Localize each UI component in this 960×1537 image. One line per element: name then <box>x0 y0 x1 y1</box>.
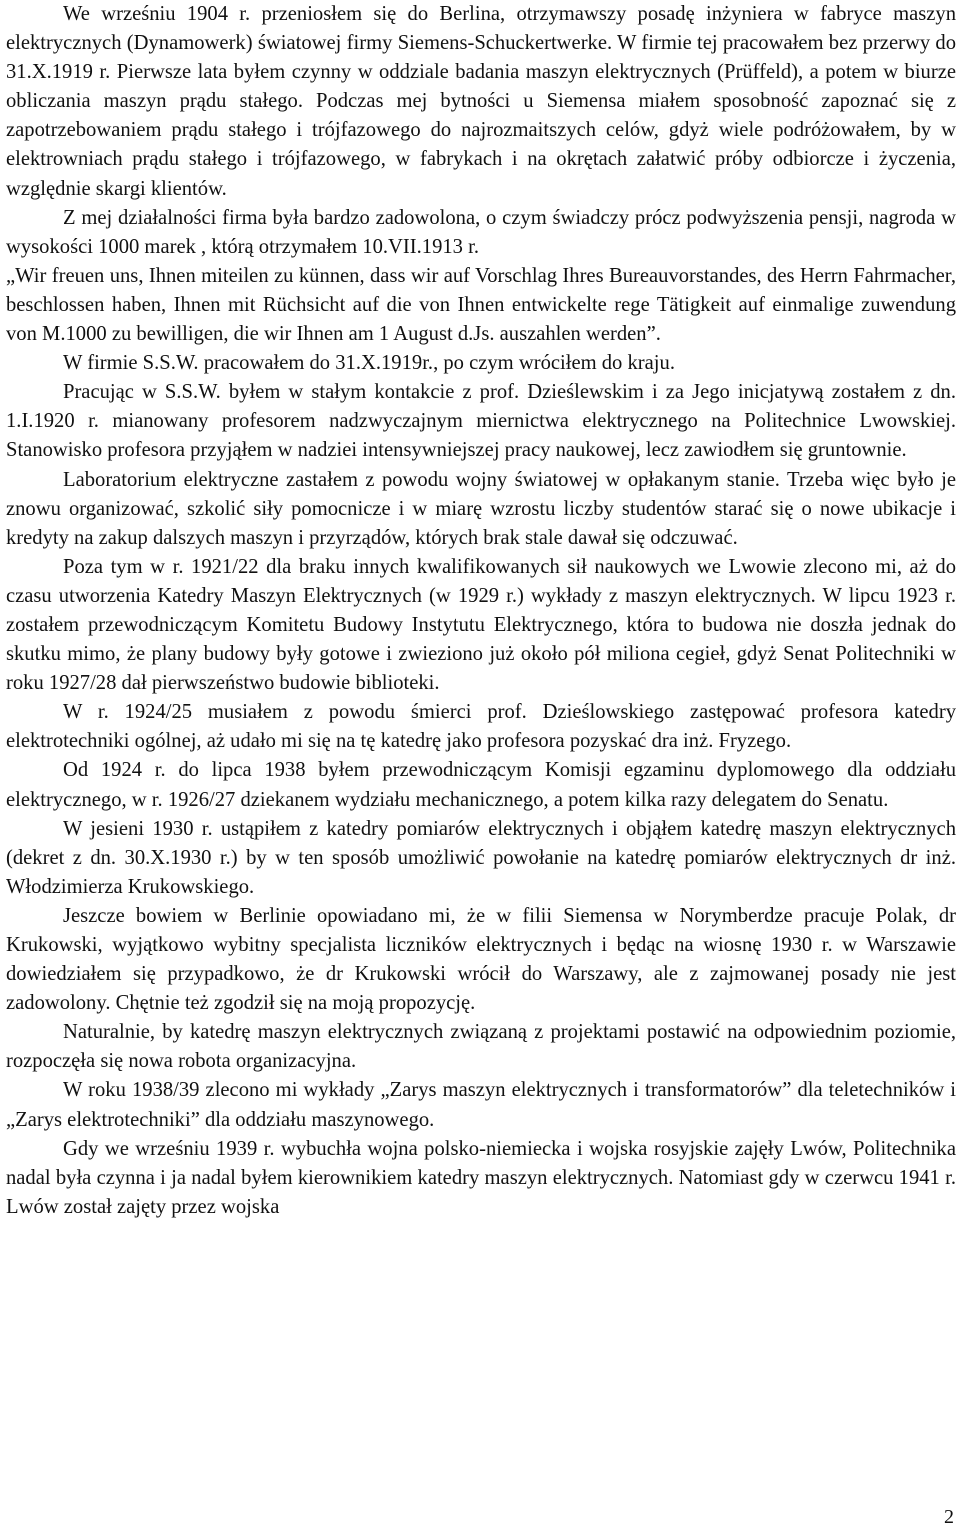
document-page <box>6 0 956 1222</box>
paragraph-lectures-institute: Poza tym w r. 1921/22 dla braku innych kwalifikowanych sił naukowych we Lwowie zlecono mi, aż do czasu utworzenia Katedry Maszyn Elektrycznych (w 1929 r.) wykłady z maszyn elektrycznych. W lipcu 1923 r. zostałem przewodniczącym Komitetu Budowy Instytutu Elektrycznego, która to budowa nie doszła jednak do skutku mimo, że plany budowy były gotowe i zwieziono już około pół miliona cegieł, gdyż Senat Politechniki w roku 1927/28 dał pierwszeństwo budowie biblioteki. <box>6 555 956 695</box>
paragraph-chair-change: W jesieni 1930 r. ustąpiłem z katedry pomiarów elektrycznych i objąłem katedrę maszyn elektrycznych (dekret z dn. 30.X.1930 r.) by w ten sposób umożliwić powołanie na katedrę pomiarów elektrycznych dr inż. Włodzimierza Krukowskiego. <box>6 817 956 898</box>
paragraph-general-electrotechnics: W r. 1924/25 musiałem z powodu śmierci prof. Dzieślowskiego zastępować profesora katedry elektrotechniki ogólnej, aż udało mi się na tę katedrę jako profesora pozyskać dra inż. Fryzego. <box>6 701 956 753</box>
paragraph-berlin-siemens: We wrześniu 1904 r. przeniosłem się do Berlina, otrzymawszy posadę inżyniera w fabryce maszyn elektrycznych (Dynamowerk) światowej firmy Siemens-Schuckertwerke. W firmie tej pracowałem bez przerwy do 31.X.1919 r. Pierwsze lata byłem czynny w oddziale badania maszyn elektrycznych (Prüffeld), a potem w biurze obliczania maszyn prądu stałego. Podczas mej bytności u Siemensa miałem sposobność zapoznać się z zapotrzebowaniem prądu stałego i trójfazowego do najrozmaitszych celów, gdyż wiele podróżowałem, by w elektrowniach prądu stałego i trójfazowego, w fabrykach i na okrętach załatwić próby odbiorcze i życzenia, względnie skargi klientów. <box>6 3 956 200</box>
paragraph-war-1939: Gdy we wrześniu 1939 r. wybuchła wojna polsko-niemiecka i wojska rosyjskie zajęły Lwów, Politechnika nadal była czynna i ja nadal byłem kierownikiem katedry maszyn elektrycznych. Natomiast gdy w czerwcu 1941 r. Lwów został zajęty przez wojska <box>6 1137 956 1218</box>
paragraph-german-quote: „Wir freuen uns, Ihnen miteilen zu künnen, dass wir auf Vorschlag Ihres Bureauvorstandes, des Herrn Fahrmacher, beschlossen haben, Ihnen mit Rüchsicht auf die von Ihnen entwickelte rege Tätigkeit auf einmalige zuwendung von M.1000 zu bewilligen, die wir Ihnen am 1 August d.Js. auszahlen werden”. <box>6 264 956 346</box>
paragraph-new-organization: Naturalnie, by katedrę maszyn elektrycznych związaną z projektami postawić na odpowiednim poziomie, rozpoczęła się nowa robota organizacyjna. <box>6 1021 956 1073</box>
paragraph-return-home: W firmie S.S.W. pracowałem do 31.X.1919r., po czym wróciłem do kraju. <box>63 352 675 375</box>
paragraph-krukowski: Jeszcze bowiem w Berlinie opowiadano mi, że w filii Siemensa w Norymberdze pracuje Polak, dr Krukowski, wyjątkowo wybitny specjalista liczników elektrycznych i będąc na wiosnę 1930 r. w Warszawie dowiedziałem się przypadkowo, że dr Krukowski wrócił do Warszawy, ale z zajmowanej posady nie jest zadowolony. Chętnie też zgodził się na moją propozycję. <box>6 904 956 1015</box>
paragraph-professor-appointment: Pracując w S.S.W. byłem w stałym kontakcie z prof. Dzieślewskim i za Jego inicjatywą zostałem z dn. 1.I.1920 r. mianowany profesorem nadzwyczajnym miernictwa elektrycznego na Politechnice Lwowskiej. Stanowisko profesora przyjąłem w nadziei intensywniejszej pracy naukowej, lecz zawiodłem się gruntownie. <box>6 381 956 462</box>
paragraph-diploma-commission: Od 1924 r. do lipca 1938 byłem przewodniczącym Komisji egzaminu dyplomowego dla oddziału elektrycznego, w r. 1926/27 dziekanem wydziału mechanicznego, a potem kilka razy delegatem do Senatu. <box>6 759 956 811</box>
page-number: 2 <box>944 1506 954 1528</box>
paragraph-lectures-1938: W roku 1938/39 zlecono mi wykłady „Zarys maszyn elektrycznych i transformatorów” dla teletechników i „Zarys elektrotechniki” dla oddziału maszynowego. <box>6 1079 956 1131</box>
paragraph-laboratory: Laboratorium elektryczne zastałem z powodu wojny światowej w opłakanym stanie. Trzeba więc było je znowu organizować, szkolić siły pomocnicze i w miarę wzrostu liczby studentów starać się o nowe ubikacje i kredyty na zakup dalszych maszyn i przyrządów, których brak stale dawał się odczuwać. <box>6 468 956 549</box>
paragraph-company-award: Z mej działalności firma była bardzo zadowolona, o czym świadczy prócz podwyższenia pensji, nagroda w wysokości 1000 marek , którą otrzymałem 10.VII.1913 r. <box>6 206 956 258</box>
